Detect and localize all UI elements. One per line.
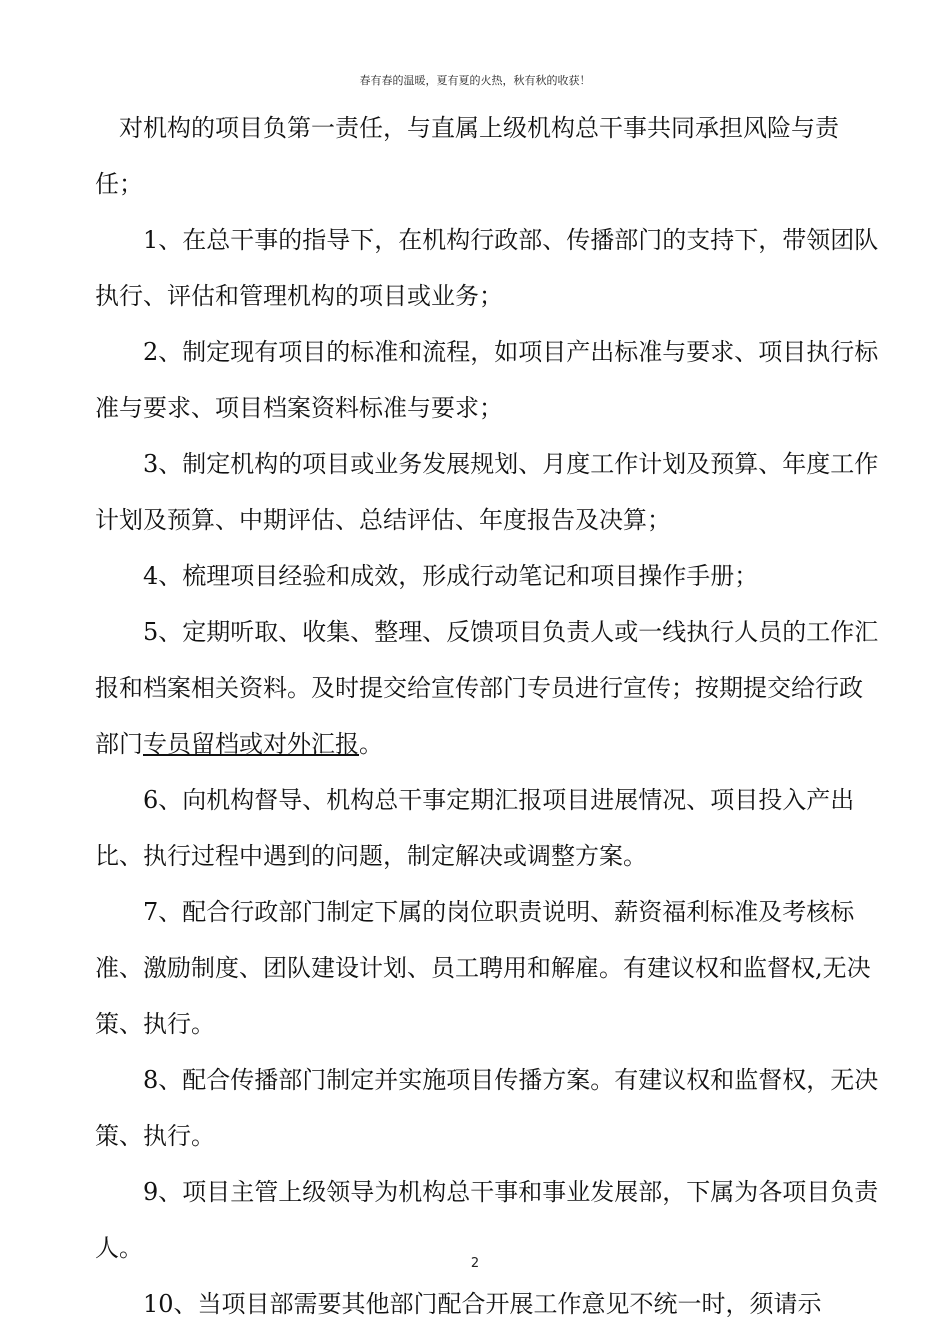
paragraph-5-underlined-text: 专员留档或对外汇报 <box>143 730 359 758</box>
page-header: 春有春的温暖，夏有夏的火热，秋有秋的收获！ <box>359 74 591 87</box>
paragraph-5 <box>95 604 885 772</box>
paragraph-10: 10、当项目部需要其他部门配合开展工作意见不统一时，须请示 <box>143 1290 822 1318</box>
paragraph-8: 8、配合传播部门制定并实施项目传播方案。有建议权和监督权，无决策、执行。 <box>95 1066 879 1150</box>
paragraph-7: 7、配合行政部门制定下属的岗位职责说明、薪资福利标准及考核标准、激励制度、团队建设计划、员工聘用和解雇。有建议权和监督权,无决策、执行。 <box>95 898 871 1038</box>
paragraph-1: 1、在总干事的指导下，在机构行政部、传播部门的支持下，带领团队执行、评估和管理机构的项目或业务； <box>95 226 879 310</box>
document-body <box>95 100 885 1332</box>
paragraph-3: 3、制定机构的项目或业务发展规划、月度工作计划及预算、年度工作计划及预算、中期评估、总结评估、年度报告及决算； <box>95 450 879 534</box>
paragraph-6: 6、向机构督导、机构总干事定期汇报项目进展情况、项目投入产出比、执行过程中遇到的问题，制定解决或调整方案。 <box>95 786 855 870</box>
paragraph-2: 2、制定现有项目的标准和流程，如项目产出标准与要求、项目执行标准与要求、项目档案资料标准与要求； <box>95 338 879 422</box>
page-number: 2 <box>470 1256 480 1271</box>
paragraph-intro: 对机构的项目负第一责任，与直属上级机构总干事共同承担风险与责任； <box>95 114 839 198</box>
paragraph-5-text: 5、定期听取、收集、整理、反馈项目负责人或一线执行人员的工作汇报和档案相关资料。及时提交给宣传部门专员进行宣传；按期提交给行政部门 <box>95 618 879 758</box>
paragraph-9: 9、项目主管上级领导为机构总干事和事业发展部，下属为各项目负责人。 <box>95 1178 879 1262</box>
paragraph-5-end: 。 <box>359 730 383 758</box>
paragraph-4: 4、梳理项目经验和成效，形成行动笔记和项目操作手册； <box>143 562 759 590</box>
